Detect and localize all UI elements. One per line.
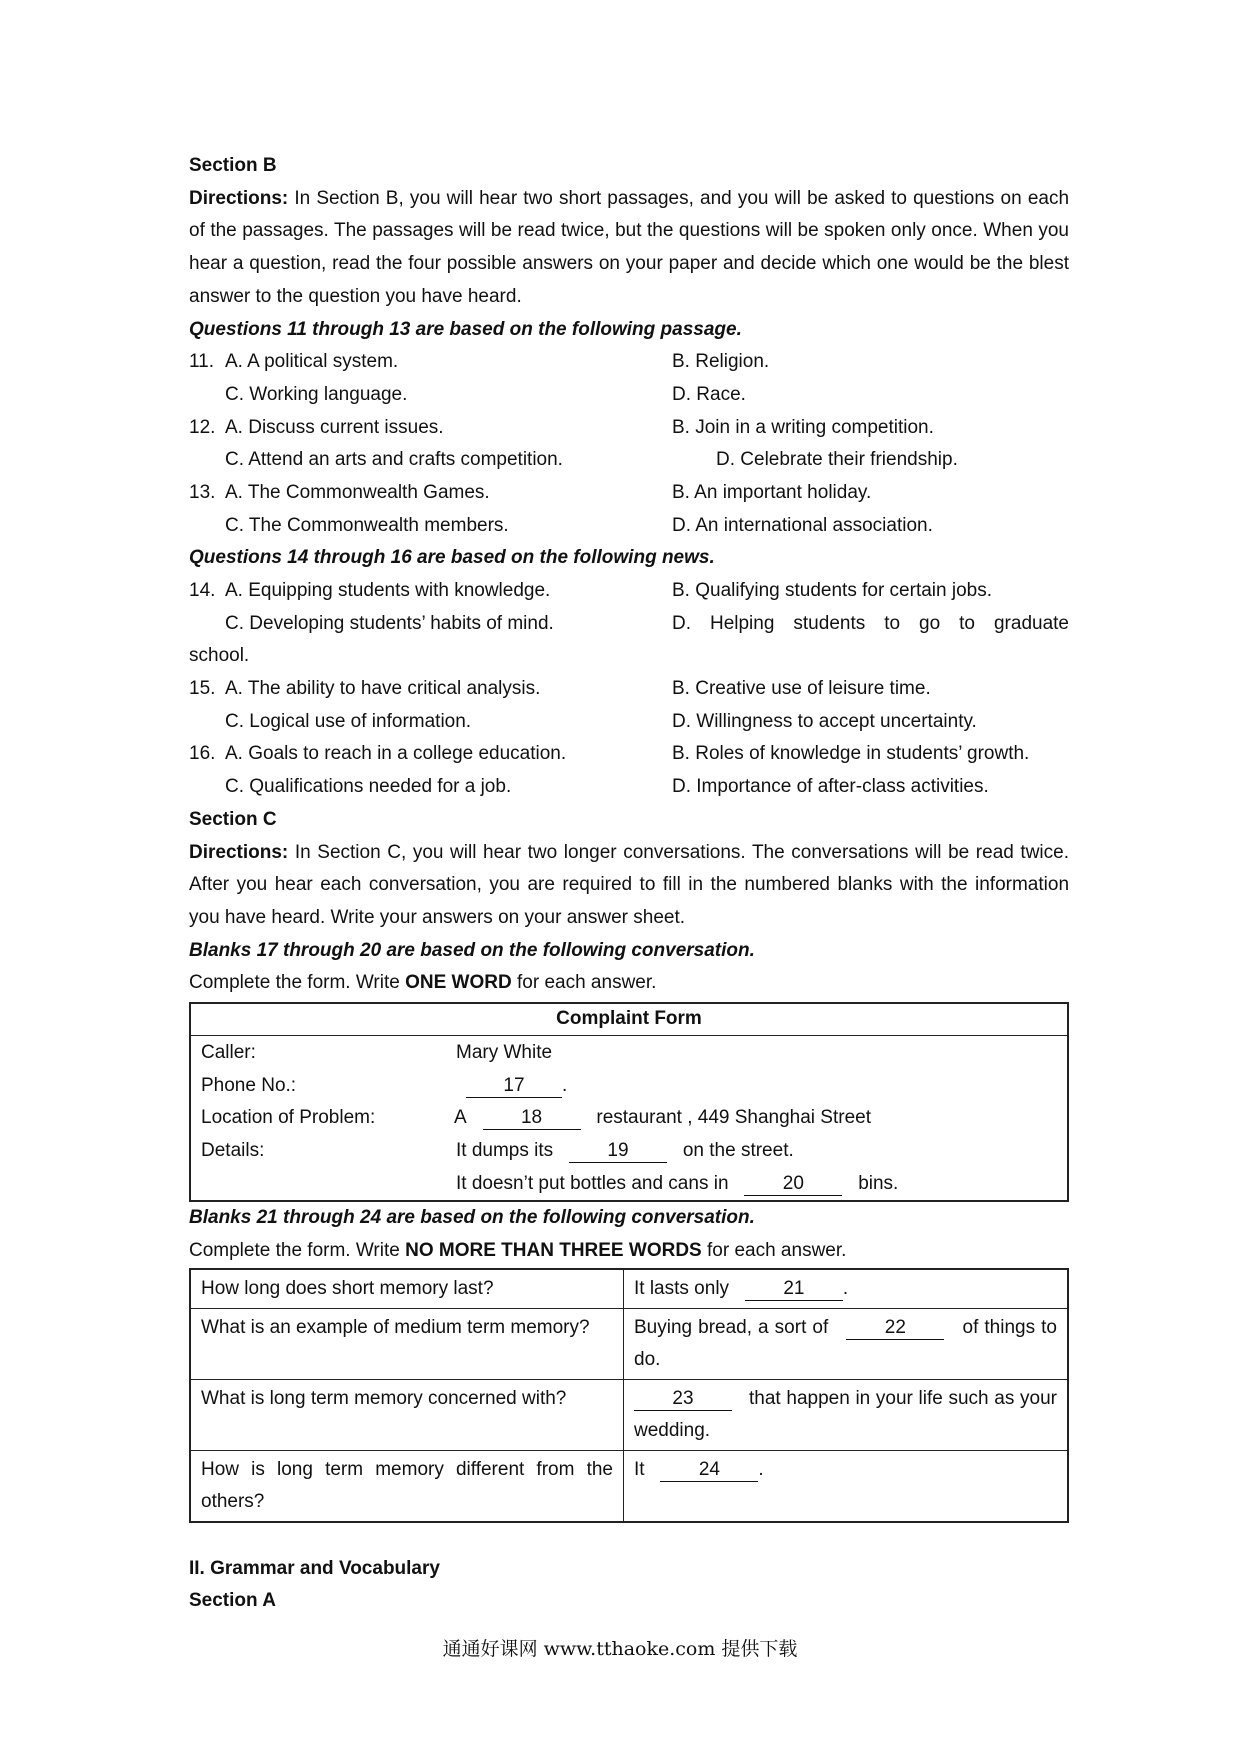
part-heading: II. Grammar and Vocabulary: [189, 1557, 440, 1579]
location-row: Location of Problem: A 18 restaurant , 449 Shanghai Street: [201, 1107, 872, 1129]
section-c-heading: Section C: [189, 808, 277, 830]
blank-19[interactable]: 19: [569, 1140, 667, 1163]
blank-22[interactable]: 22: [846, 1317, 944, 1340]
group-title: Questions 11 through 13 are based on the following passage.: [189, 318, 742, 340]
section-c-directions: Directions: In Section C, you will hear two longer conversations. The conversations will be read twice. After you hear each conversation, you are required to fill in the numbered blanks with the information you have heard. Write your answers on your answer sheet.: [189, 841, 1070, 928]
page-footer: 通通好课网 www.tthaoke.com 提供下载: [442, 1638, 798, 1660]
blank-20[interactable]: 20: [744, 1173, 842, 1196]
page-content: Section B Directions: In Section B, you will hear two short passages, and you will be asked to questions on each of the passages. The passages will be read twice, but the questions will be spoken only once. When you hear a question, read the four possible answers on your paper and decide which one would be the blest answer to the question you have heard. Questions 11 through 13 are based on the following passage. 11. A. A political system. B. Religion. C. Working language. D. Race. 12. A. Discuss current issues. B. Join in a writing competition. C. Attend an arts and crafts competition. D. Celebrate their friendship. 13. A. The Commonwealth Games. B. An important holiday. C. The Commonwealth members. D. An international association. Questions 14 through 16 are based on the following news. 14. A. Equipping students with knowledge. B. Qualifying students for certain jobs. C. Developing students’ habits of mind. D. Helping students to go to graduate school. 15. A. The ability to have critical analysis. B. Creative use of leisure time. C. Logical use of information. D. Willingness to accept uncertainty. 16. A. Goals to reach in a college education. B. Roles of knowledge in students’ growth. C. Qualifications needed for a job. D. Importance of after-class activities. Section C Directions: In Section C, you will hear two longer conversations. The conversations will be read twice. After you hear each conversation, you are required to fill in the numbered blanks with the information you have heard. Write your answers on your answer sheet. Blanks 17 through 20 are based on the following conversation. Complete the form. Write ONE WORD for each answer. Complaint Form Caller: Mary White Phone No.: 17 . Location of Problem: A 18 restaurant , 449 Shanghai Street Details: It dumps its 19 on the street. It doesn’t put bottles and cans in 20 bins. Blanks 21 through 24 are based on the following conversation. Complete the form. Write NO MORE THAN THREE WORDS for each answer. How long does short memory last? It lasts only 21 . What is an example of medium term memory? Buying bread, a sort of 22 of things to do. What is long term memory concerned with? 23 that happen in your life such as your wedding. How is long term memory different from the others? It 24 . II. Grammar and Vocabulary Section A: [189, 150, 1069, 1618]
blank-18[interactable]: 18: [483, 1107, 581, 1130]
blank-17[interactable]: 17: [466, 1075, 562, 1098]
blanks-title: Blanks 17 through 20 are based on the following conversation.: [189, 939, 755, 961]
blank-24[interactable]: 24: [660, 1459, 758, 1482]
question-15: 15. A. The ability to have critical analysis. B. Creative use of leisure time.: [189, 678, 931, 700]
group-title: Questions 14 through 16 are based on the following news.: [189, 547, 715, 569]
section-b-directions: Directions: In Section B, you will hear two short passages, and you will be asked to questions on each of the passages. The passages will be read twice, but the questions will be spoken only once. When you hear a question, read the four possible answers on your paper and decide which one would be the blest answer to the question you have heard.: [189, 187, 1070, 307]
details-row: Details: It dumps its 19 on the street.: [201, 1140, 794, 1162]
table-row: What is long term memory concerned with? 23 that happen in your life such as your wedding.: [190, 1379, 1068, 1450]
table-row: What is an example of medium term memory? Buying bread, a sort of 22 of things to do.: [190, 1308, 1068, 1379]
directions-label: Directions:: [189, 841, 289, 863]
question-12: 12. A. Discuss current issues. B. Join in a writing competition.: [189, 416, 934, 438]
question-13: 13. A. The Commonwealth Games. B. An important holiday.: [189, 481, 872, 503]
phone-row: Phone No.: 17 .: [201, 1074, 568, 1096]
table-row: How is long term memory different from the others? It 24 .: [190, 1450, 1068, 1522]
blanks-title: Blanks 21 through 24 are based on the following conversation.: [189, 1207, 755, 1229]
form-instruction: Complete the form. Write NO MORE THAN THREE WORDS for each answer.: [189, 1240, 847, 1262]
directions-label: Directions:: [189, 187, 289, 209]
complaint-form-title: Complaint Form: [190, 1003, 1068, 1036]
question-11: 11. A. A political system. B. Religion.: [189, 351, 770, 373]
form-instruction: Complete the form. Write ONE WORD for each answer.: [189, 972, 657, 994]
table-row: How long does short memory last? It lasts only 21 .: [190, 1269, 1068, 1309]
memory-table: [189, 1268, 1069, 1523]
details-row-2: It doesn’t put bottles and cans in 20 bins.: [456, 1172, 899, 1194]
blank-21[interactable]: 21: [745, 1278, 843, 1301]
complaint-form: [189, 1002, 1069, 1202]
section-b-heading: Section B: [189, 155, 277, 176]
caller-row: Caller: Mary White: [201, 1041, 553, 1063]
blank-23[interactable]: 23: [634, 1388, 732, 1411]
section-a-heading: Section A: [189, 1590, 276, 1612]
question-14: 14. A. Equipping students with knowledge. B. Qualifying students for certain jobs.: [189, 580, 992, 601]
question-16: 16. A. Goals to reach in a college education. B. Roles of knowledge in students’ growth.: [189, 743, 1030, 765]
